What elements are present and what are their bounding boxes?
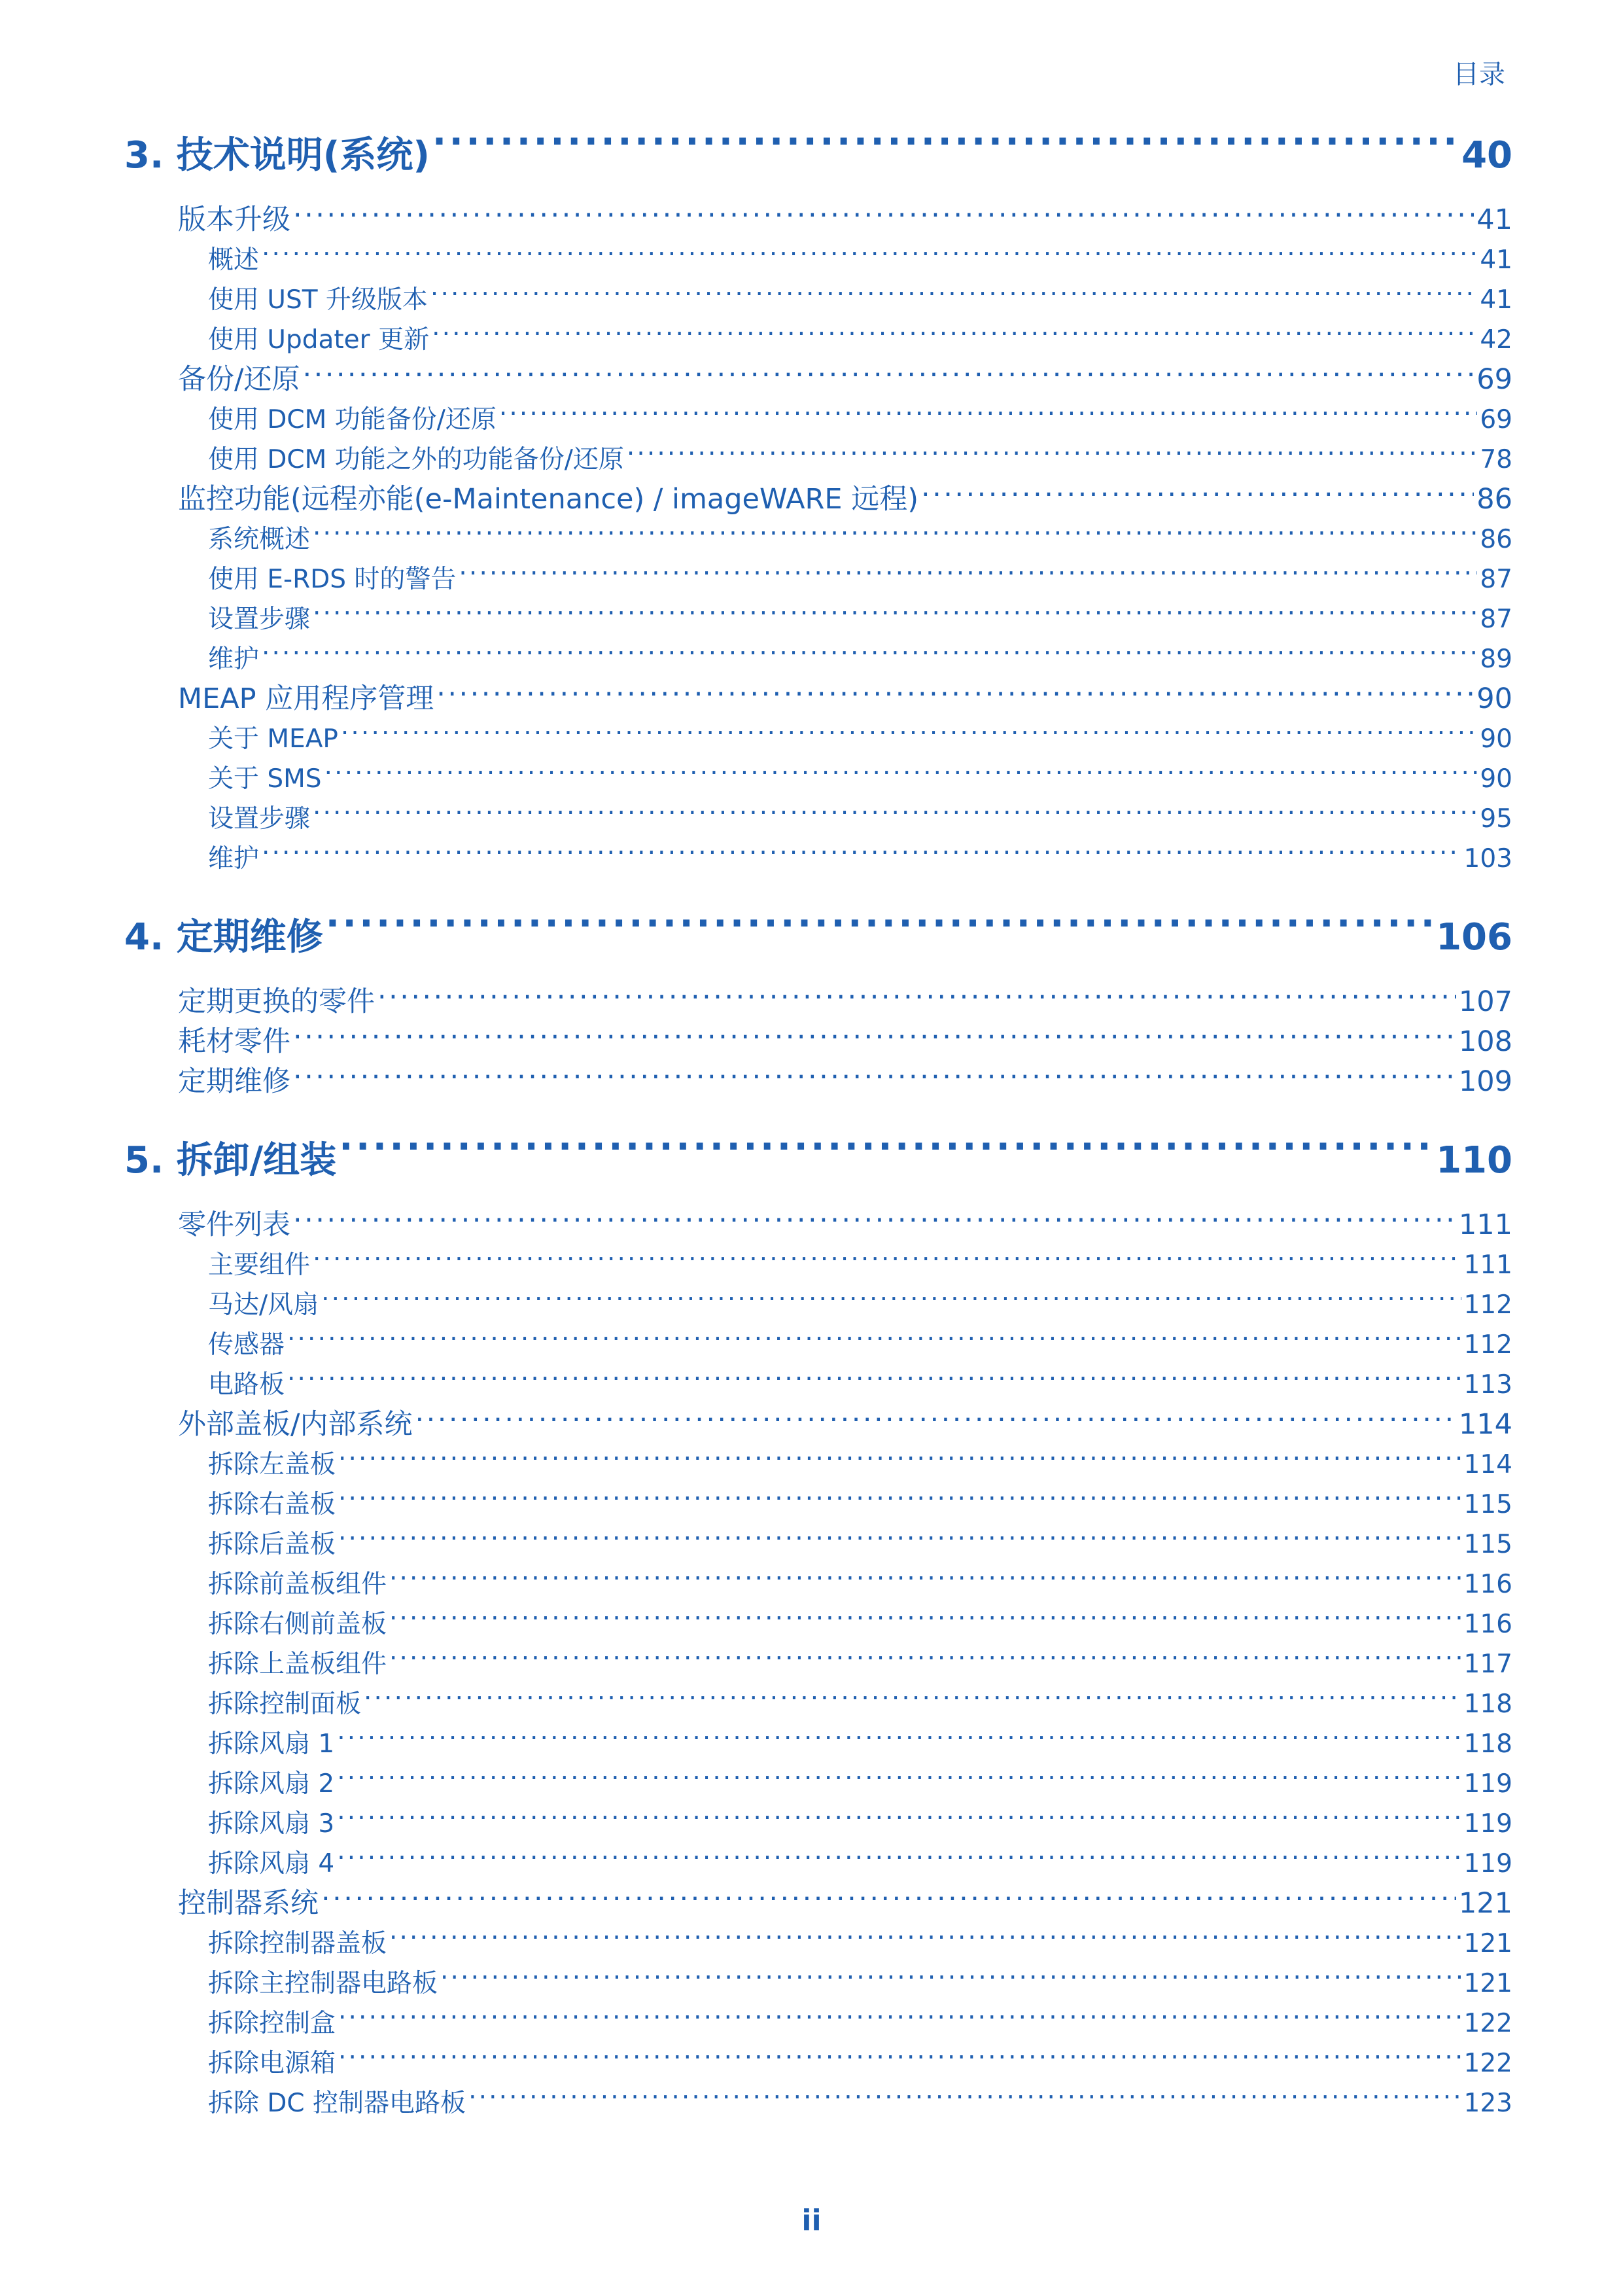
toc-entry-title: 定期维修	[178, 1065, 290, 1098]
dot-leader	[432, 323, 1477, 348]
toc-entry-page: 106	[1436, 916, 1512, 959]
toc-entry-title: 5. 拆卸/组装	[124, 1139, 337, 1182]
toc-sub-entry[interactable]	[124, 1564, 1512, 1604]
toc-entry-title: 系统概述	[208, 525, 311, 554]
toc-sub-entry[interactable]	[124, 1325, 1512, 1365]
toc-entry-page: 86	[1480, 525, 1512, 554]
toc-entry-page: 119	[1463, 1809, 1512, 1839]
toc-chapter-entry[interactable]	[124, 905, 1512, 970]
toc-section-entry[interactable]	[124, 1022, 1512, 1062]
toc-entry-title: 定期更换的零件	[178, 985, 375, 1018]
toc-entry-page: 122	[1463, 2009, 1512, 2038]
toc-sub-entry[interactable]	[124, 1285, 1512, 1325]
dot-leader	[262, 841, 1461, 867]
dot-leader	[341, 722, 1477, 747]
toc-entry-page: 41	[1480, 245, 1512, 275]
running-header: 目录	[1453, 60, 1505, 90]
dot-leader	[377, 983, 1456, 1011]
dot-leader	[287, 1368, 1461, 1393]
dot-leader	[262, 642, 1477, 667]
toc-entry-page: 121	[1463, 1929, 1512, 1958]
dot-leader	[440, 1966, 1461, 1992]
table-of-contents	[124, 123, 1512, 2123]
toc-entry-page: 121	[1463, 1969, 1512, 1998]
toc-sub-entry[interactable]	[124, 2083, 1512, 2123]
dot-leader	[415, 1405, 1456, 1434]
dot-leader	[389, 1647, 1461, 1672]
toc-entry-page: 41	[1476, 203, 1512, 236]
toc-sub-entry[interactable]	[124, 1684, 1512, 1724]
dot-leader	[432, 131, 1459, 168]
toc-entry-page: 117	[1463, 1650, 1512, 1679]
toc-entry-page: 95	[1480, 804, 1512, 834]
toc-entry-page: 40	[1461, 134, 1512, 177]
dot-leader	[313, 602, 1477, 627]
toc-entry-title: 版本升级	[178, 203, 290, 236]
toc-section-entry[interactable]	[124, 200, 1512, 240]
dot-leader	[389, 1926, 1461, 1952]
toc-sub-entry[interactable]	[124, 1485, 1512, 1525]
dot-leader	[337, 1807, 1461, 1832]
toc-sub-entry[interactable]	[124, 280, 1512, 320]
toc-section-entry[interactable]	[124, 982, 1512, 1022]
toc-entry-title: 维护	[208, 844, 260, 874]
toc-entry-page: 69	[1480, 405, 1512, 434]
toc-sub-entry[interactable]	[124, 1445, 1512, 1485]
toc-sub-entry[interactable]	[124, 1964, 1512, 2004]
toc-section-entry[interactable]	[124, 1405, 1512, 1445]
dot-leader	[321, 1884, 1456, 1913]
toc-entry-title: 使用 UST 升级版本	[208, 285, 428, 315]
toc-entry-page: 87	[1480, 605, 1512, 634]
dot-leader	[338, 2046, 1461, 2072]
toc-entry-title: 拆除风扇 3	[208, 1809, 335, 1839]
toc-sub-entry[interactable]	[124, 719, 1512, 759]
toc-section-entry[interactable]	[124, 679, 1512, 719]
dot-leader	[337, 1767, 1461, 1792]
toc-sub-entry[interactable]	[124, 1245, 1512, 1285]
toc-sub-entry[interactable]	[124, 240, 1512, 280]
toc-entry-title: 拆除风扇 1	[208, 1729, 335, 1759]
toc-entry-page: 69	[1476, 363, 1512, 396]
dot-leader	[338, 1527, 1461, 1553]
toc-section-entry[interactable]	[124, 480, 1512, 520]
toc-entry-page: 111	[1463, 1250, 1512, 1280]
toc-entry-title: 关于 SMS	[208, 764, 322, 794]
toc-entry-page: 114	[1463, 1450, 1512, 1479]
toc-entry-page: 87	[1480, 565, 1512, 594]
dot-leader	[293, 201, 1474, 229]
dot-leader	[364, 1687, 1461, 1712]
toc-section-entry[interactable]	[124, 1205, 1512, 1245]
dot-leader	[293, 1206, 1456, 1234]
toc-entry-title: 使用 DCM 功能之外的功能备份/还原	[208, 445, 624, 474]
toc-entry-title: 拆除控制盒	[208, 2009, 336, 2038]
toc-entry-title: 拆除风扇 2	[208, 1769, 335, 1799]
toc-entry-title: 使用 DCM 功能备份/还原	[208, 405, 497, 434]
toc-entry-title: 控制器系统	[178, 1887, 319, 1920]
toc-entry-title: 关于 MEAP	[208, 724, 338, 754]
dot-leader	[468, 2086, 1461, 2111]
toc-entry-page: 112	[1463, 1330, 1512, 1360]
toc-entry-page: 122	[1463, 2049, 1512, 2078]
toc-entry-page: 41	[1480, 285, 1512, 315]
toc-entry-title: 设置步骤	[208, 804, 311, 834]
dot-leader	[459, 562, 1477, 588]
dot-leader	[324, 762, 1478, 787]
dot-leader	[337, 1727, 1461, 1752]
toc-entry-page: 89	[1480, 645, 1512, 674]
toc-entry-page: 90	[1476, 682, 1512, 715]
toc-entry-title: 4. 定期维修	[124, 916, 323, 959]
toc-entry-page: 121	[1458, 1887, 1512, 1920]
toc-entry-title: 外部盖板/内部系统	[178, 1408, 413, 1441]
toc-sub-entry[interactable]	[124, 1365, 1512, 1405]
toc-entry-title: 拆除上盖板组件	[208, 1650, 387, 1679]
toc-sub-entry[interactable]	[124, 320, 1512, 360]
toc-entry-page: 116	[1463, 1610, 1512, 1639]
toc-entry-title: 零件列表	[178, 1209, 290, 1241]
toc-sub-entry[interactable]	[124, 1764, 1512, 1804]
toc-entry-page: 86	[1476, 483, 1512, 516]
toc-entry-title: 拆除控制器盖板	[208, 1929, 387, 1958]
toc-section-entry[interactable]	[124, 360, 1512, 400]
toc-entry-page: 108	[1458, 1025, 1512, 1058]
toc-entry-title: 监控功能(远程亦能(e-Maintenance) / imageWARE 远程)	[178, 483, 919, 516]
toc-entry-title: 维护	[208, 645, 260, 674]
toc-section-entry[interactable]	[124, 1062, 1512, 1102]
toc-entry-page: 90	[1480, 724, 1512, 754]
toc-entry-page: 110	[1436, 1139, 1512, 1182]
dot-leader	[287, 1328, 1461, 1353]
dot-leader	[321, 1288, 1461, 1313]
toc-entry-title: 拆除主控制器电路板	[208, 1969, 438, 1998]
toc-entry-page: 115	[1463, 1490, 1512, 1519]
toc-entry-title: 拆除控制面板	[208, 1689, 362, 1719]
toc-chapter-entry[interactable]	[124, 123, 1512, 188]
toc-sub-entry[interactable]	[124, 520, 1512, 559]
toc-sub-entry[interactable]	[124, 759, 1512, 799]
toc-sub-entry[interactable]	[124, 1844, 1512, 1884]
toc-section-entry[interactable]	[124, 1884, 1512, 1924]
dot-leader	[338, 1447, 1461, 1473]
dot-leader	[313, 522, 1477, 548]
toc-sub-entry[interactable]	[124, 2043, 1512, 2083]
toc-entry-title: 拆除 DC 控制器电路板	[208, 2089, 466, 2118]
toc-sub-entry[interactable]	[124, 559, 1512, 599]
toc-entry-title: 备份/还原	[178, 363, 300, 396]
toc-chapter-entry[interactable]	[124, 1128, 1512, 1193]
dot-leader	[627, 442, 1478, 468]
toc-sub-entry[interactable]	[124, 440, 1512, 480]
toc-entry-page: 114	[1458, 1408, 1512, 1441]
toc-entry-page: 90	[1480, 764, 1512, 794]
toc-entry-title: 耗材零件	[178, 1025, 290, 1058]
dot-leader	[262, 243, 1477, 268]
toc-entry-title: 拆除右盖板	[208, 1490, 336, 1519]
toc-entry-page: 119	[1463, 1849, 1512, 1879]
toc-sub-entry[interactable]	[124, 1804, 1512, 1844]
toc-sub-entry[interactable]	[124, 799, 1512, 839]
toc-entry-page: 111	[1458, 1209, 1512, 1241]
dot-leader	[389, 1567, 1461, 1593]
dot-leader	[313, 802, 1477, 827]
toc-entry-title: 拆除后盖板	[208, 1530, 336, 1559]
toc-entry-page: 109	[1458, 1065, 1512, 1098]
dot-leader	[293, 1063, 1456, 1091]
dot-leader	[338, 2006, 1461, 2032]
toc-entry-title: 拆除电源箱	[208, 2049, 336, 2078]
toc-sub-entry[interactable]	[124, 2004, 1512, 2043]
toc-sub-entry[interactable]	[124, 839, 1512, 879]
toc-entry-title: 拆除风扇 4	[208, 1849, 335, 1879]
toc-entry-page: 107	[1458, 985, 1512, 1018]
toc-entry-page: 115	[1463, 1530, 1512, 1559]
toc-sub-entry[interactable]	[124, 599, 1512, 639]
toc-entry-title: 马达/风扇	[208, 1290, 319, 1320]
page-number: ii	[801, 2204, 822, 2237]
dot-leader	[339, 1136, 1433, 1173]
toc-entry-page: 116	[1463, 1570, 1512, 1599]
toc-entry-title: 电路板	[208, 1370, 285, 1400]
toc-entry-page: 118	[1463, 1689, 1512, 1719]
toc-entry-title: 拆除前盖板组件	[208, 1570, 387, 1599]
toc-entry-title: 拆除左盖板	[208, 1450, 336, 1479]
toc-sub-entry[interactable]	[124, 1724, 1512, 1764]
dot-leader	[338, 1487, 1461, 1513]
toc-sub-entry[interactable]	[124, 1644, 1512, 1684]
dot-leader	[326, 913, 1433, 949]
toc-entry-page: 119	[1463, 1769, 1512, 1799]
toc-sub-entry[interactable]	[124, 400, 1512, 440]
dot-leader	[921, 480, 1474, 508]
toc-entry-title: 设置步骤	[208, 605, 311, 634]
toc-sub-entry[interactable]	[124, 1604, 1512, 1644]
toc-entry-title: 主要组件	[208, 1250, 311, 1280]
dot-leader	[313, 1248, 1461, 1273]
dot-leader	[337, 1846, 1461, 1872]
toc-entry-title: 3. 技术说明(系统)	[124, 134, 430, 177]
toc-entry-title: 使用 Updater 更新	[208, 325, 430, 355]
dot-leader	[389, 1607, 1461, 1633]
toc-sub-entry[interactable]	[124, 1525, 1512, 1564]
toc-entry-title: 概述	[208, 245, 260, 275]
toc-entry-title: 使用 E-RDS 时的警告	[208, 565, 457, 594]
dot-leader	[293, 1023, 1456, 1051]
toc-entry-title: 传感器	[208, 1330, 285, 1360]
dot-leader	[303, 361, 1475, 389]
toc-entry-page: 42	[1480, 325, 1512, 355]
toc-entry-page: 78	[1480, 445, 1512, 474]
toc-sub-entry[interactable]	[124, 639, 1512, 679]
toc-entry-page: 112	[1463, 1290, 1512, 1320]
toc-entry-page: 113	[1463, 1370, 1512, 1400]
toc-entry-title: MEAP 应用程序管理	[178, 682, 434, 715]
toc-entry-page: 103	[1463, 844, 1512, 874]
toc-entry-page: 118	[1463, 1729, 1512, 1759]
dot-leader	[436, 680, 1474, 708]
toc-sub-entry[interactable]	[124, 1924, 1512, 1964]
dot-leader	[430, 283, 1477, 308]
dot-leader	[499, 402, 1478, 428]
toc-entry-title: 拆除右侧前盖板	[208, 1610, 387, 1639]
toc-entry-page: 123	[1463, 2089, 1512, 2118]
